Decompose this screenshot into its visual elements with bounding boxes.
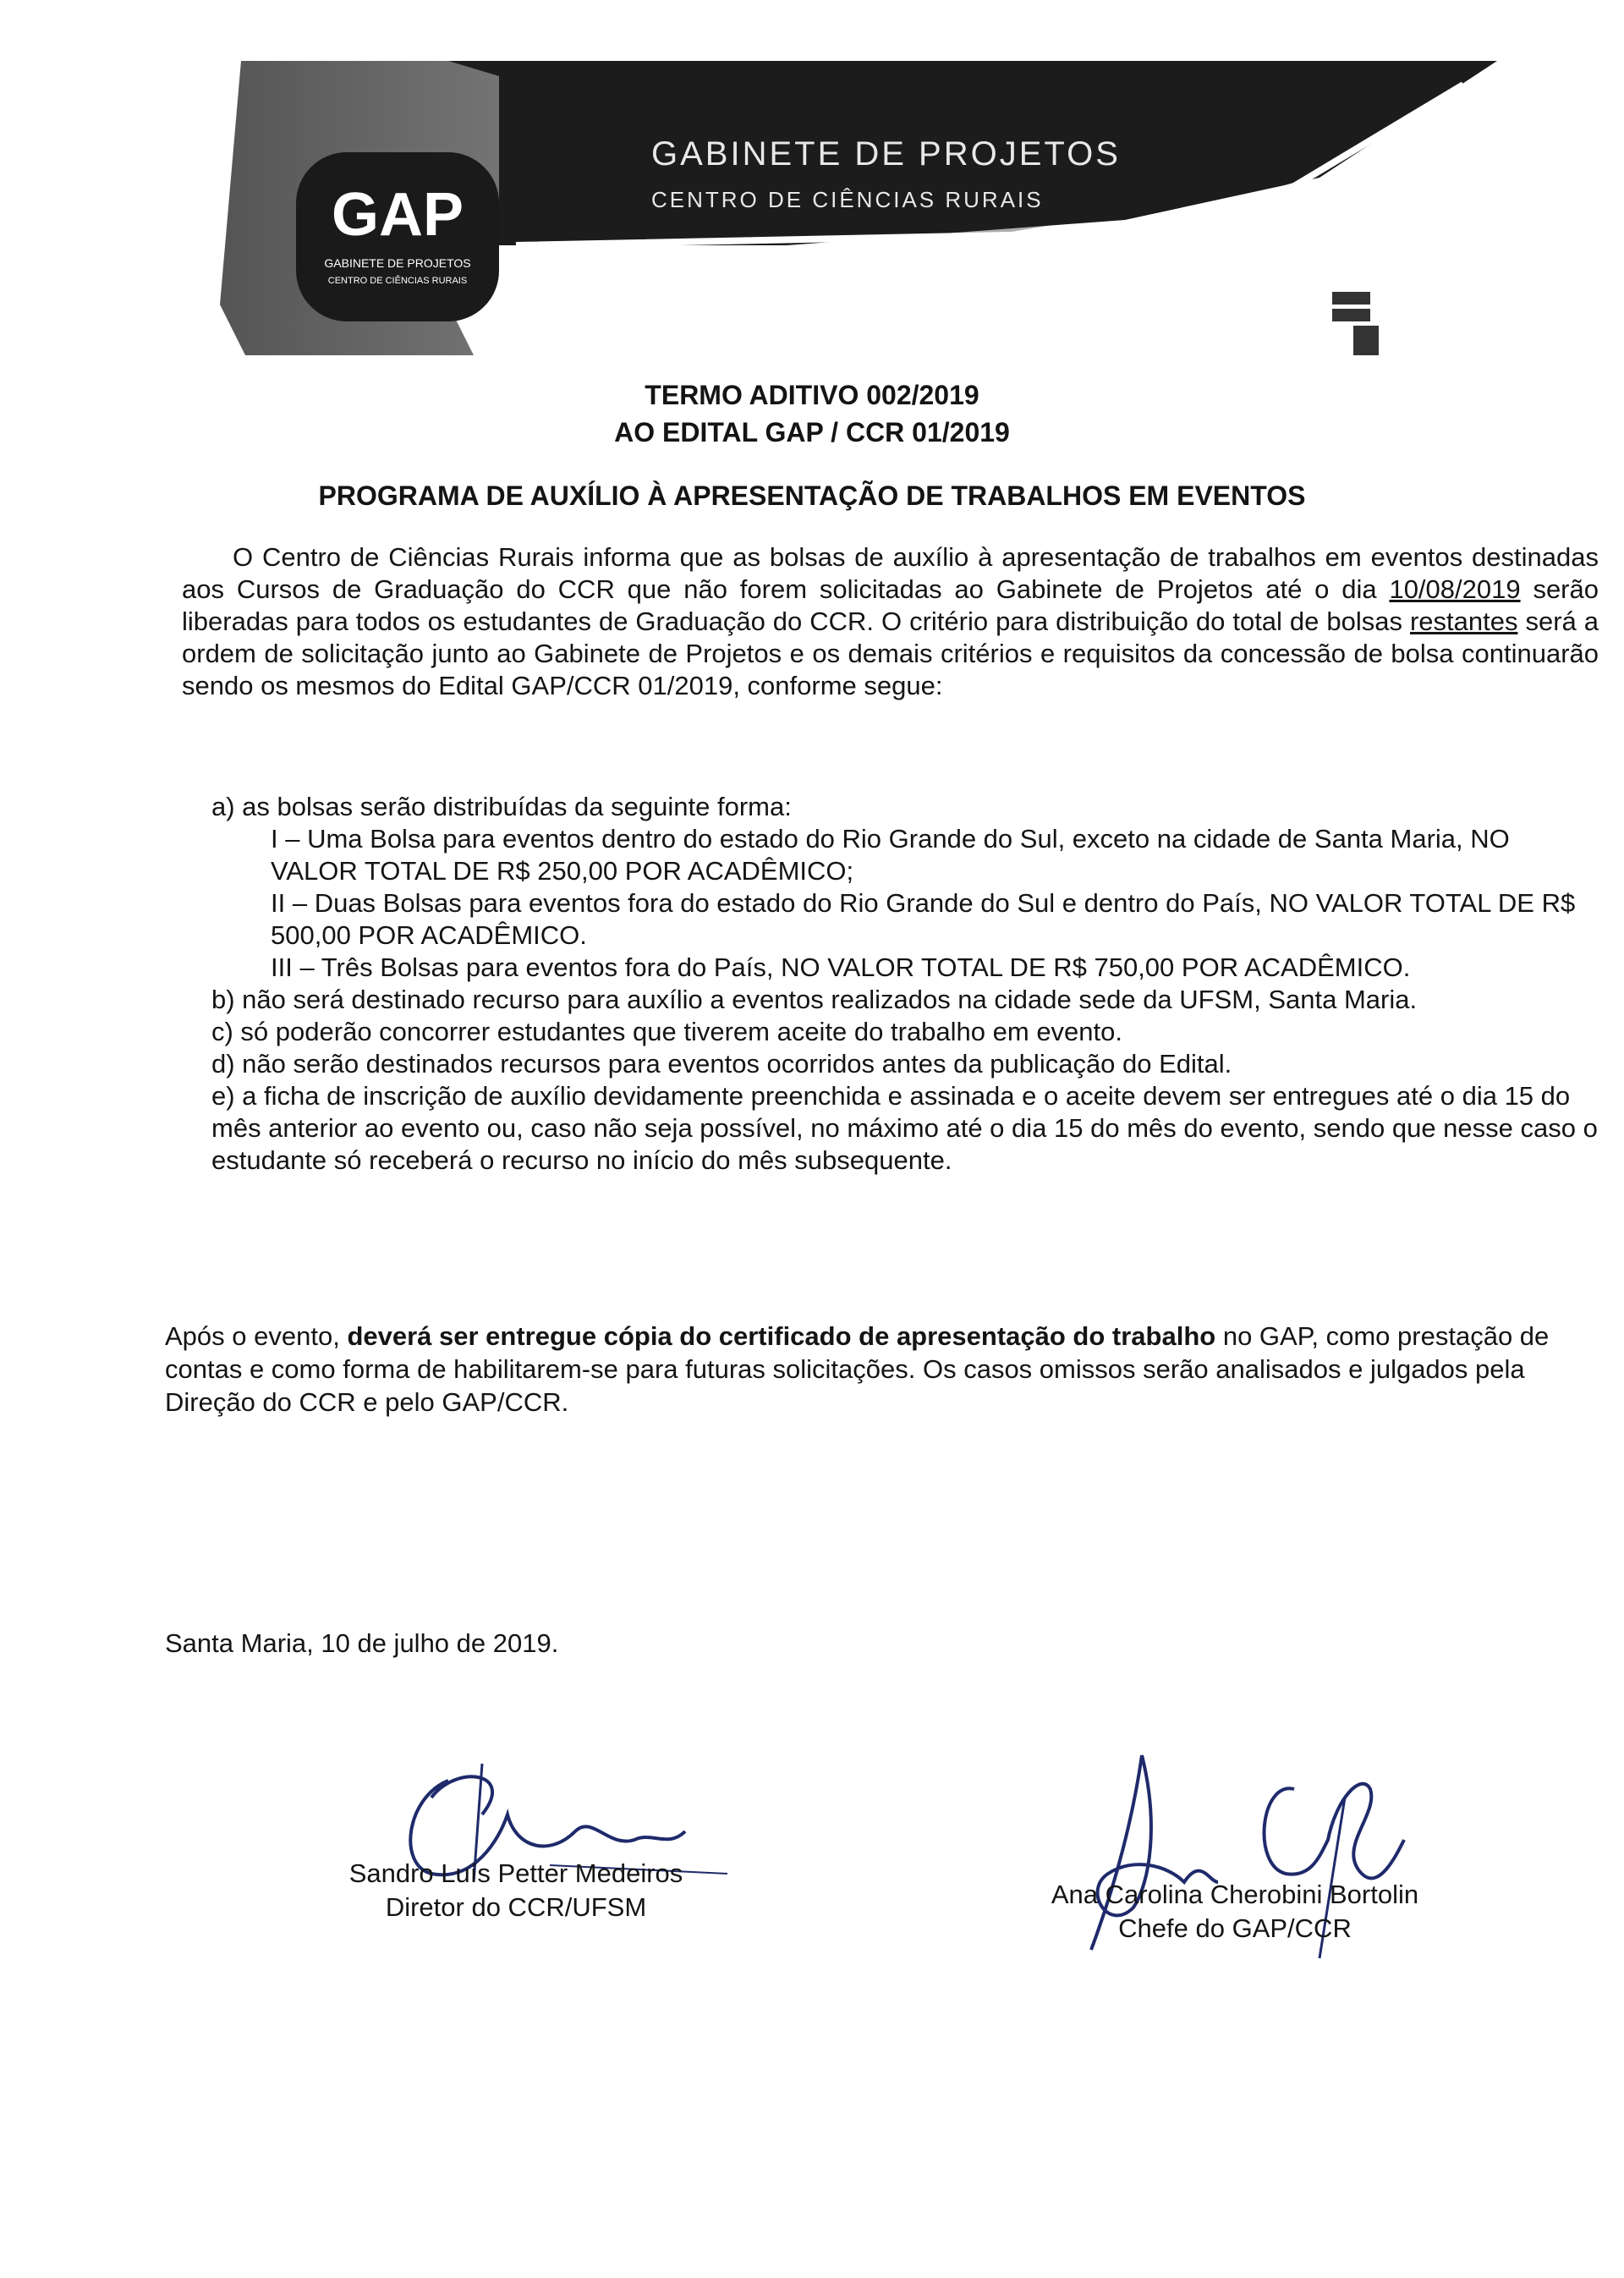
title-line-2: AO EDITAL GAP / CCR 01/2019 <box>614 417 1010 447</box>
rule-b: b) não será destinado recurso para auxílio a eventos realizados na cidade sede da UFSM, Santa Maria. <box>211 985 1418 1014</box>
logo-text: GAP <box>331 181 464 249</box>
place-date: Santa Maria, 10 de julho de 2019. <box>165 1628 559 1658</box>
header-banner <box>195 51 1514 355</box>
signature-block-1 <box>304 1857 727 1924</box>
signer-2-role: Chefe do GAP/CCR <box>1118 1913 1352 1943</box>
logo-caption-2: CENTRO DE CIÊNCIAS RURAIS <box>327 276 468 286</box>
deadline-date: 10/08/2019 <box>1389 574 1521 604</box>
after-text-2: no GAP, como prestação de contas e como forma de habilitarem-se para futuras solicitações. Os casos omissos serão analisados e julgados pela Direção do CCR e pelo GAP/CCR. <box>165 1321 1550 1417</box>
intro-text-3: será a ordem de solicitação junto ao Gabinete de Projetos e os demais critérios e requisitos da concessão de bolsa continuarão sendo os mesmos do Edital GAP/CCR 01/2019, conforme segue: <box>182 607 1599 700</box>
rule-e: e) a ficha de inscrição de auxílio devidamente preenchida e assinada e o aceite devem ser entregues até o dia 15 do mês anterior ao evento ou, caso não seja possível, no máximo até o dia 15 do mês do evento, sendo que nesse caso o estudante só receberá o recurso no início do mês subsequente. <box>211 1081 1598 1175</box>
intro-paragraph <box>182 541 1599 702</box>
signer-2-name: Ana Carolina Cherobini Bortolin <box>1051 1880 1419 1909</box>
title-line-1: TERMO ADITIVO 002/2019 <box>645 380 979 410</box>
after-text-1: Após o evento, <box>165 1321 348 1351</box>
signer-1-role: Diretor do CCR/UFSM <box>385 1892 647 1922</box>
banner-title: GABINETE DE PROJETOS <box>651 135 1121 173</box>
after-event-paragraph <box>165 1320 1599 1419</box>
remaining-word: restantes <box>1409 607 1518 636</box>
intro-text-2: serão liberadas para todos os estudantes de Graduação do CCR. O critério para distribuição do total de bolsas <box>182 574 1599 636</box>
banner-subtitle: CENTRO DE CIÊNCIAS RURAIS <box>651 187 1044 212</box>
rule-a-iii: III – Três Bolsas para eventos fora do País, NO VALOR TOTAL DE R$ 750,00 POR ACADÊMICO. <box>271 952 1411 982</box>
rule-a-ii: II – Duas Bolsas para eventos fora do estado do Rio Grande do Sul e dentro do País, NO VALOR TOTAL DE R$ 500,00 POR ACADÊMICO. <box>271 888 1576 950</box>
program-title: PROGRAMA DE AUXÍLIO À APRESENTAÇÃO DE TRABALHOS EM EVENTOS <box>318 480 1306 511</box>
after-bold: deverá ser entregue cópia do certificado de apresentação do trabalho <box>347 1321 1216 1351</box>
intro-text-1: O Centro de Ciências Rurais informa que as bolsas de auxílio à apresentação de trabalhos em eventos destinadas aos Cursos de Graduação do CCR que não forem solicitadas ao Gabinete de Projetos até o dia <box>182 542 1599 604</box>
logo-caption-1: GABINETE DE PROJETOS <box>324 256 471 270</box>
rule-a: a) as bolsas serão distribuídas da seguinte forma: <box>211 792 792 821</box>
rule-c: c) só poderão concorrer estudantes que tiverem aceite do trabalho em evento. <box>211 1017 1123 1046</box>
document-title <box>0 376 1624 451</box>
rules-list <box>211 791 1599 1177</box>
ccr-icon <box>1332 292 1379 355</box>
signature-block-2 <box>1023 1878 1446 1946</box>
signer-1-name: Sandro Luís Petter Medeiros <box>348 1858 683 1888</box>
rule-d: d) não serão destinados recursos para eventos ocorridos antes da publicação do Edital. <box>211 1049 1232 1079</box>
rule-a-i: I – Uma Bolsa para eventos dentro do estado do Rio Grande do Sul, exceto na cidade de Santa Maria, NO VALOR TOTAL DE R$ 250,00 POR ACADÊMICO; <box>271 824 1510 886</box>
